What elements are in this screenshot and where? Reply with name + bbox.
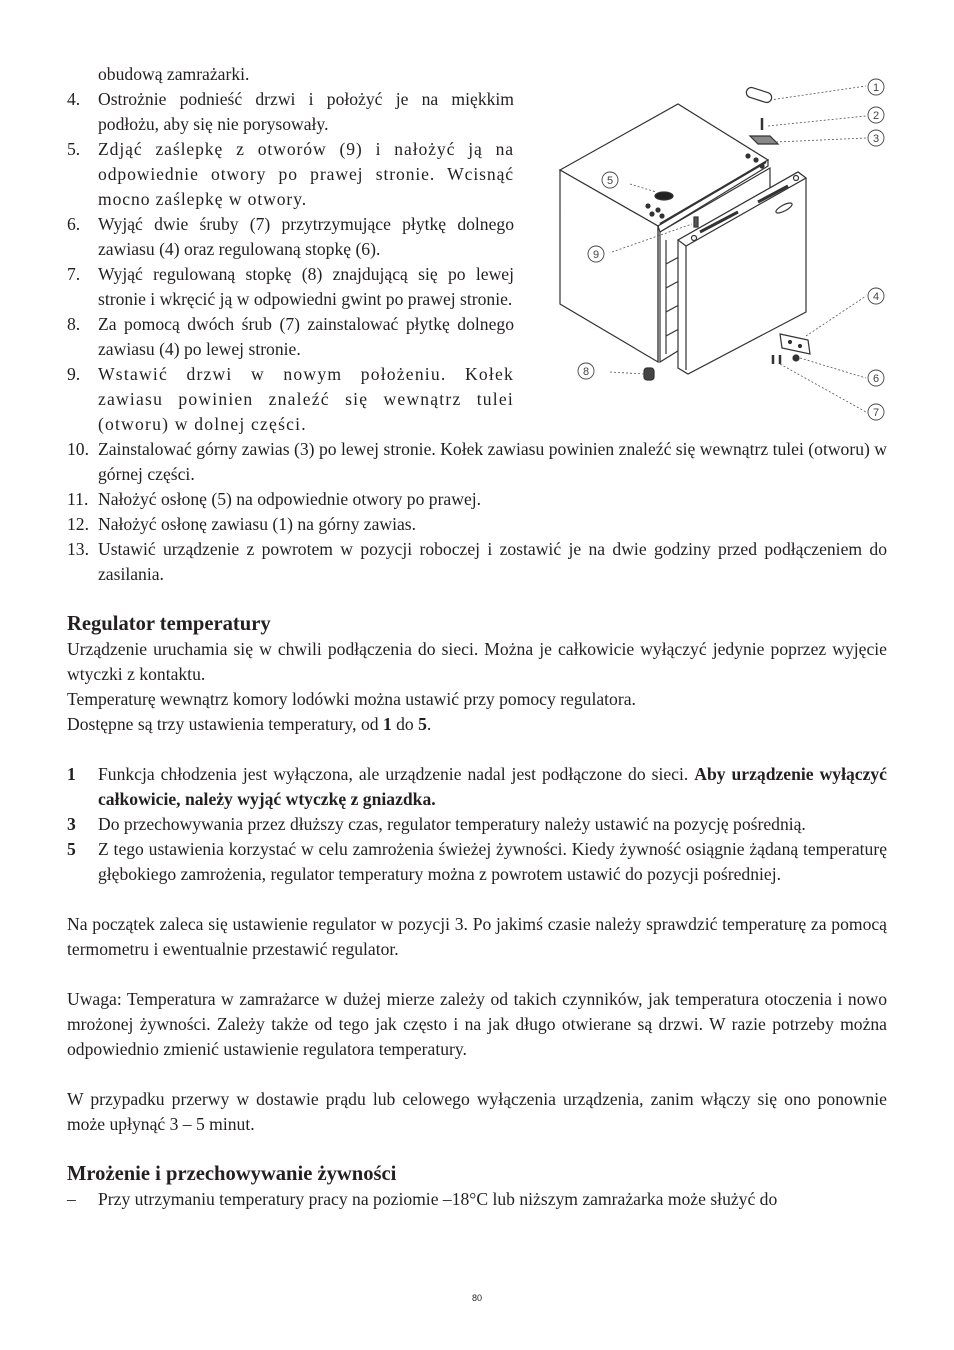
list-item [67,212,514,262]
step-text: Ostrożnie podnieść drzwi i położyć je na miękkim podłożu, aby się nie porysowały. [98,89,514,134]
step-number: 10. [67,439,89,459]
step-number: 7. [67,264,81,284]
step-number: 8. [67,314,81,334]
diagram-label-7: 7 [872,407,880,419]
setting-warning: Aby urządzenie wyłączyć całkowicie, należy wyjąć wtyczkę z gniazdka. [98,764,887,809]
step-text: Zainstalować górny zawias (3) po lewej stronie. Kołek zawiasu powinien znaleźć się wewnątrz tulei (otworu) w górnej części. [98,439,887,484]
diagram-label-8: 8 [582,366,590,378]
list-item [67,137,514,212]
step-number: 12. [67,514,89,534]
paragraph: Na początek zaleca się ustawienie regulator w pozycji 3. Po jakimś czasie należy sprawdzić temperaturę za pomocą termometru i ewentualnie przestawić regulator. [67,914,887,959]
step-continuation: obudową zamrażarki. [98,64,250,84]
freezing-section [67,1162,887,1212]
section-heading: Regulator temperatury [67,613,271,635]
step-number: 11. [67,489,89,509]
step-text: Ustawić urządzenie z powrotem w pozycji roboczej i zostawić je na dwie godziny przed podłączeniem do zasilania. [98,539,887,584]
setting-item [67,812,887,837]
setting-number: 3 [67,814,76,834]
step-number: 6. [67,214,81,234]
diagram-label-4: 4 [872,291,880,303]
list-item [67,1187,887,1212]
note-paragraph: Uwaga: Temperatura w zamrażarce w dużej mierze zależy od takich czynników, jak temperatura otoczenia i nowo mrożonej żywności. Zależy także od tego jak często i na jak długo otwierane są drzwi. W razie potrzeby można odpowiednio zmienić ustawienie regulatora temperatury. [67,989,887,1059]
paragraph: Temperaturę wewnątrz komory lodówki można ustawić przy pomocy regulatora. [67,689,636,709]
step-text: Nałożyć osłonę zawiasu (1) na górny zawias. [98,514,417,534]
step-text: Wstawić drzwi w nowym położeniu. Kołek zawiasu powinien znaleźć się wewnątrz tulei (otworu) w dolnej części. [98,364,514,434]
paragraph: W przypadku przerwy w dostawie prądu lub celowego wyłączenia urządzenia, zanim włączy się ono ponownie może upłynąć 3 – 5 minut. [67,1089,887,1134]
paragraph: Urządzenie uruchamia się w chwili podłączenia do sieci. Można je całkowicie wyłączyć jedynie poprzez wyjęcie wtyczki z kontaktu. [67,639,887,684]
setting-text: Funkcja chłodzenia jest wyłączona, ale urządzenie nadal jest podłączone do sieci. [98,764,695,784]
steps-list-narrow [67,62,514,437]
regulator-section [67,612,887,1137]
diagram-label-5: 5 [606,175,614,187]
setting-item [67,762,887,812]
list-item [67,487,887,512]
step-number: 4. [67,89,81,109]
section-heading: Mrożenie i przechowywanie żywności [67,1163,397,1185]
step-text: Wyjąć dwie śruby (7) przytrzymujące płytkę dolnego zawiasu (4) oraz regulowaną stopkę (6). [98,214,514,259]
step-number: 9. [67,364,81,384]
diagram-label-2: 2 [872,110,880,122]
dash-bullet: – [67,1189,76,1209]
page-number: 80 [471,1293,482,1303]
setting-number: 1 [67,764,76,784]
list-item [67,437,887,487]
setting-item [67,837,887,887]
list-item [67,312,514,362]
diagram-label-6: 6 [872,373,880,385]
diagram-label-9: 9 [592,249,600,261]
list-item [67,262,514,312]
step-text: Nałożyć osłonę (5) na odpowiednie otwory po prawej. [98,489,482,509]
setting-text: Do przechowywania przez dłuższy czas, regulator temperatury należy ustawić na pozycję pośrednią. [98,814,806,834]
list-item [67,62,514,87]
list-item [67,512,887,537]
list-item [67,537,887,587]
list-item [67,362,514,437]
setting-number: 5 [67,839,76,859]
steps-list-wide [67,437,887,587]
setting-text: Z tego ustawienia korzystać w celu zamrożenia świeżej żywności. Kiedy żywność osiągnie żądaną temperaturę głębokiego zamrożenia, regulator temperatury można z powrotem ustawić do pozycji pośredniej. [98,839,887,884]
diagram-label-1: 1 [872,82,880,94]
step-number: 13. [67,539,89,559]
diagram-label-3: 3 [872,133,880,145]
page-content [67,62,887,1212]
step-text: Zdjąć zaślepkę z otworów (9) i nałożyć ją na odpowiednie otwory po prawej stronie. Wcisnąć mocno zaślepkę w otwory. [98,139,514,209]
paragraph: Dostępne są trzy ustawienia temperatury, od 1 do 5. [67,714,432,734]
step-text: Wyjąć regulowaną stopkę (8) znajdującą się po lewej stronie i wkręcić ją w odpowiedni gwint po prawej stronie. [98,264,514,309]
list-item [67,87,514,137]
list-item-text: Przy utrzymaniu temperatury pracy na poziomie –18°C lub niższym zamrażarka może służyć do [98,1189,778,1209]
step-text: Za pomocą dwóch śrub (7) zainstalować płytkę dolnego zawiasu (4) po lewej stronie. [98,314,514,359]
step-number: 5. [67,139,81,159]
